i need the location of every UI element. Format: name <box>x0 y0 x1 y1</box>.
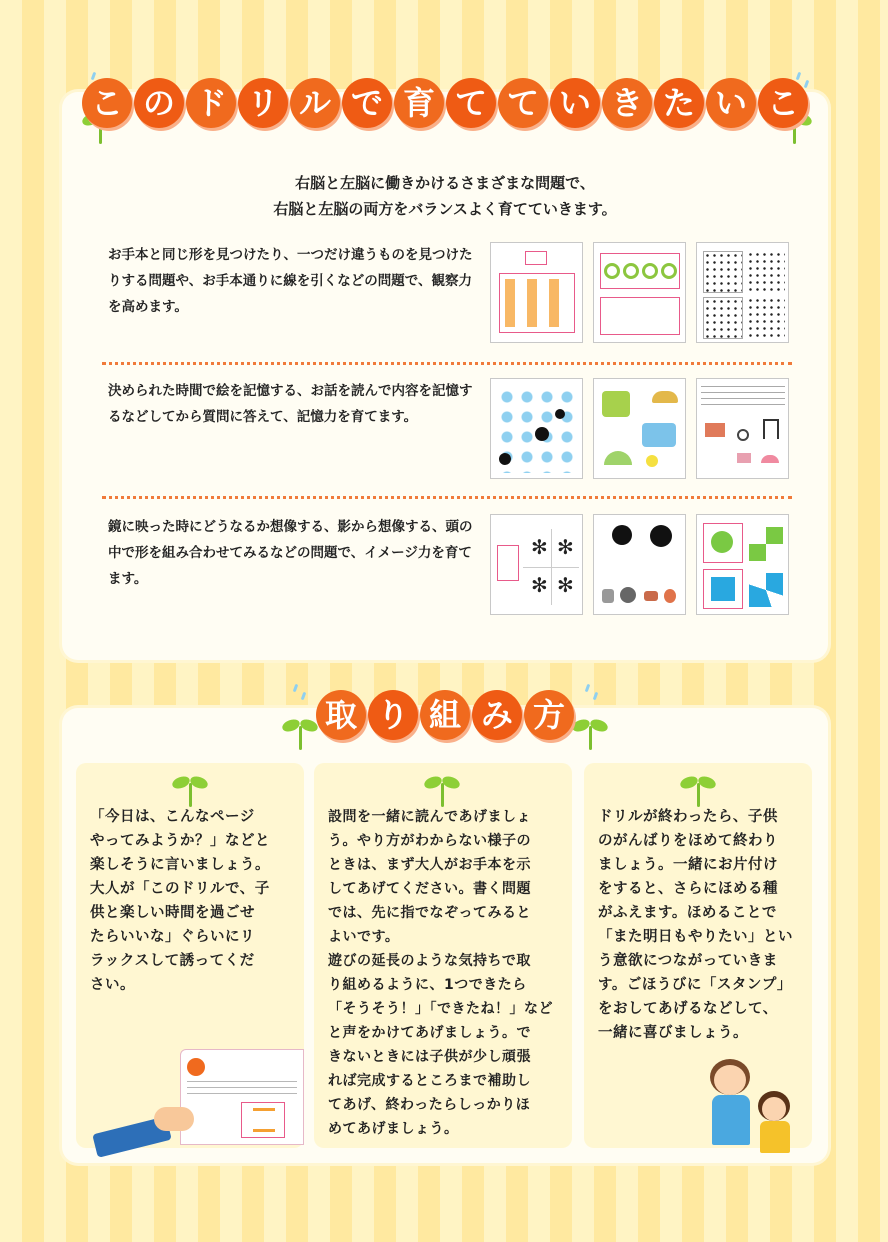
divider <box>102 496 792 499</box>
section-title: 取 り 組 み 方 <box>62 690 828 740</box>
sprout-icon <box>678 769 718 809</box>
thumbnail-image <box>593 242 686 343</box>
thumbnail-image <box>696 378 789 479</box>
parent-child-illustration <box>702 1057 812 1163</box>
thumbnail-image <box>593 378 686 479</box>
thumbnail-image <box>490 242 583 343</box>
column-read-together: 設問を一緒に読んであげましょ う。やり方がわからない様子の ときは、まず大人がお手本を示 してあげてください。書く問題 では、先に指でなぞってみると よいです。 遊びの延長のような気持ちで取 り組めるように、1つできたら 「そうそう！」「できたね！」など と声をかけてあげましょう。で きないときには子供が少し頑張 れば完成するところまで補助し てあげ、終わったらしっかりほ めてあげましょう。 <box>314 763 572 1148</box>
thumbnail-image <box>593 514 686 615</box>
thumbnail-image <box>696 514 789 615</box>
thumbnail-image: ✻ ✻ ✻ ✻ <box>490 514 583 615</box>
item-memory: 決められた時間で絵を記憶する、お話を読んで内容を記憶するなどしてから質問に答えて、記憶力を育てます。 <box>108 378 792 482</box>
sample-thumbnails <box>490 378 789 479</box>
thumbnail-image <box>696 242 789 343</box>
panel-drill-goals <box>62 84 828 660</box>
sprout-icon <box>422 769 462 809</box>
pointing-hand-illustration <box>94 1099 188 1147</box>
sprout-icon <box>170 769 210 809</box>
column-praise: ドリルが終わったら、子供 のがんばりをほめて終わり ましょう。一緒にお片付け をすると、さらにほめる種 がふえます。ほめることで 「また明日もやりたい」とい う意欲につながっていきま す。ごほうびに「スタンプ」 をおしてあげるなどして、 一緒に喜びましょう。 <box>584 763 812 1148</box>
item-imagination: 鏡に映った時にどうなるか想像する、影から想像する、頭の中で形を組み合わせてみるなどの問題で、イメージ力を育てます。 ✻ ✻ ✻ ✻ <box>108 514 792 618</box>
panel-how-to-use <box>62 696 828 1163</box>
item-observation: お手本と同じ形を見つけたり、一つだけ違うものを見つけたりする問題や、お手本通りに線を引くなどの問題で、観察力を高めます。 <box>108 242 792 346</box>
divider <box>102 362 792 365</box>
sample-thumbnails <box>490 514 789 615</box>
intro-text: 右脳と左脳に働きかけるさまざまな問題で、 右脳と左脳の両方をバランスよく育てていきます。 <box>273 174 617 218</box>
column-invite: 「今日は、こんなページ やってみようか？」などと 楽しそうに言いましょう。 大人が「このドリルで、子 供と楽しい時間を過ごせ たらいいな」ぐらいにリ ラックスして誘ってくだ さい。 <box>76 763 304 1148</box>
sample-thumbnails <box>490 242 789 343</box>
section-title: こ の ド リ ル で 育 て て い き た い こ <box>62 78 828 128</box>
thumbnail-image <box>490 378 583 479</box>
drill-page-illustration <box>180 1049 304 1145</box>
